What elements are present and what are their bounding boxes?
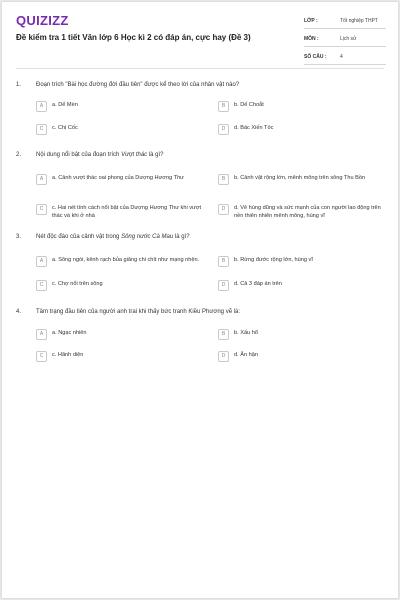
meta-row-count — [304, 50, 386, 65]
option-letter-box: A — [36, 174, 47, 185]
option-text: a. Cảnh vượt thác oai phong của Dượng Hương Thư — [52, 175, 184, 181]
option-letter-box: C — [36, 280, 47, 291]
meta-key: LỚP : — [304, 18, 318, 24]
option-letter-box: D — [218, 280, 229, 291]
option-text: b. Xấu hổ — [234, 330, 258, 336]
option-text: d. Cả 3 đáp án trên — [234, 281, 282, 287]
meta-row-class — [304, 14, 386, 29]
worksheet-page — [2, 2, 398, 598]
option-letter-box: A — [36, 101, 47, 112]
question-number: 1. — [16, 82, 22, 88]
option-text: b. Dế Choắt — [234, 102, 264, 108]
meta-value: Tốt nghiệp THPT — [340, 18, 378, 24]
option-text: a. Ngạc nhiên — [52, 330, 87, 336]
meta-value: 4 — [340, 54, 343, 60]
option-letter-box: C — [36, 351, 47, 362]
meta-key: MÔN : — [304, 36, 319, 42]
meta-value: Lịch sử — [340, 36, 357, 42]
worksheet-header — [2, 2, 398, 62]
quizizz-logo[interactable]: QUIZIZZ — [16, 13, 69, 28]
option-text: b. Rừng đước rộng lớn, hùng vĩ — [234, 257, 313, 263]
option-letter-box: C — [36, 124, 47, 135]
option-text: c. Chị Cốc — [52, 125, 78, 131]
option-letter-box: B — [218, 174, 229, 185]
option-letter-box: B — [218, 256, 229, 267]
question-text: Nét độc đáo của cảnh vật trong Sông nước Cà Mau là gì? — [36, 234, 190, 240]
option-letter-box: C — [36, 204, 47, 215]
option-text: b. Cảnh vật rộng lớn, mênh mông trên sông Thu Bồn — [234, 175, 366, 181]
question-text: Nội dung nổi bật của đoạn trích Vượt thác là gì? — [36, 152, 164, 158]
option-letter-box: D — [218, 204, 229, 215]
option-letter-box: A — [36, 329, 47, 340]
meta-key: SỐ CÂU : — [304, 54, 327, 60]
question-number: 4. — [16, 309, 22, 315]
option-text: c. Hãnh diện — [52, 352, 84, 358]
option-letter-box: B — [218, 101, 229, 112]
option-text: d. Ân hận — [234, 352, 258, 358]
option-letter-box: B — [218, 329, 229, 340]
option-text: c. Chợ nổi trên sông — [52, 281, 103, 287]
option-text: a. Sông ngòi, kênh rạch bủa giăng chi chít như mạng nhện. — [52, 257, 200, 263]
option-letter-box: D — [218, 351, 229, 362]
option-text: a. Dế Mèn — [52, 102, 78, 108]
option-text: c. Hai nét tính cách nổi bật của Dượng Hương Thư khi vượt thác và khi ở nhà — [52, 205, 202, 219]
header-divider — [16, 68, 384, 69]
question-text: Đoạn trích "Bài học đường đời đầu tiên" được kể theo lời của nhân vật nào? — [36, 82, 240, 88]
question-number: 2. — [16, 152, 22, 158]
worksheet-title: Đề kiểm tra 1 tiết Văn lớp 6 Học kì 2 có đáp án, cực hay (Đề 3) — [16, 33, 251, 42]
question-text: Tâm trạng đầu tiên của người anh trai khi thấy bức tranh Kiều Phương vẽ là: — [36, 309, 241, 315]
worksheet-meta — [304, 14, 386, 68]
meta-row-subject — [304, 32, 386, 47]
option-letter-box: A — [36, 256, 47, 267]
option-text: d. Bác Xiến Tóc — [234, 125, 274, 131]
option-text: d. Vẻ hùng dũng và sức mạnh của con người lao động trên nền thiên nhiên mênh mông, hùng vĩ — [234, 205, 381, 219]
option-letter-box: D — [218, 124, 229, 135]
question-number: 3. — [16, 234, 22, 240]
